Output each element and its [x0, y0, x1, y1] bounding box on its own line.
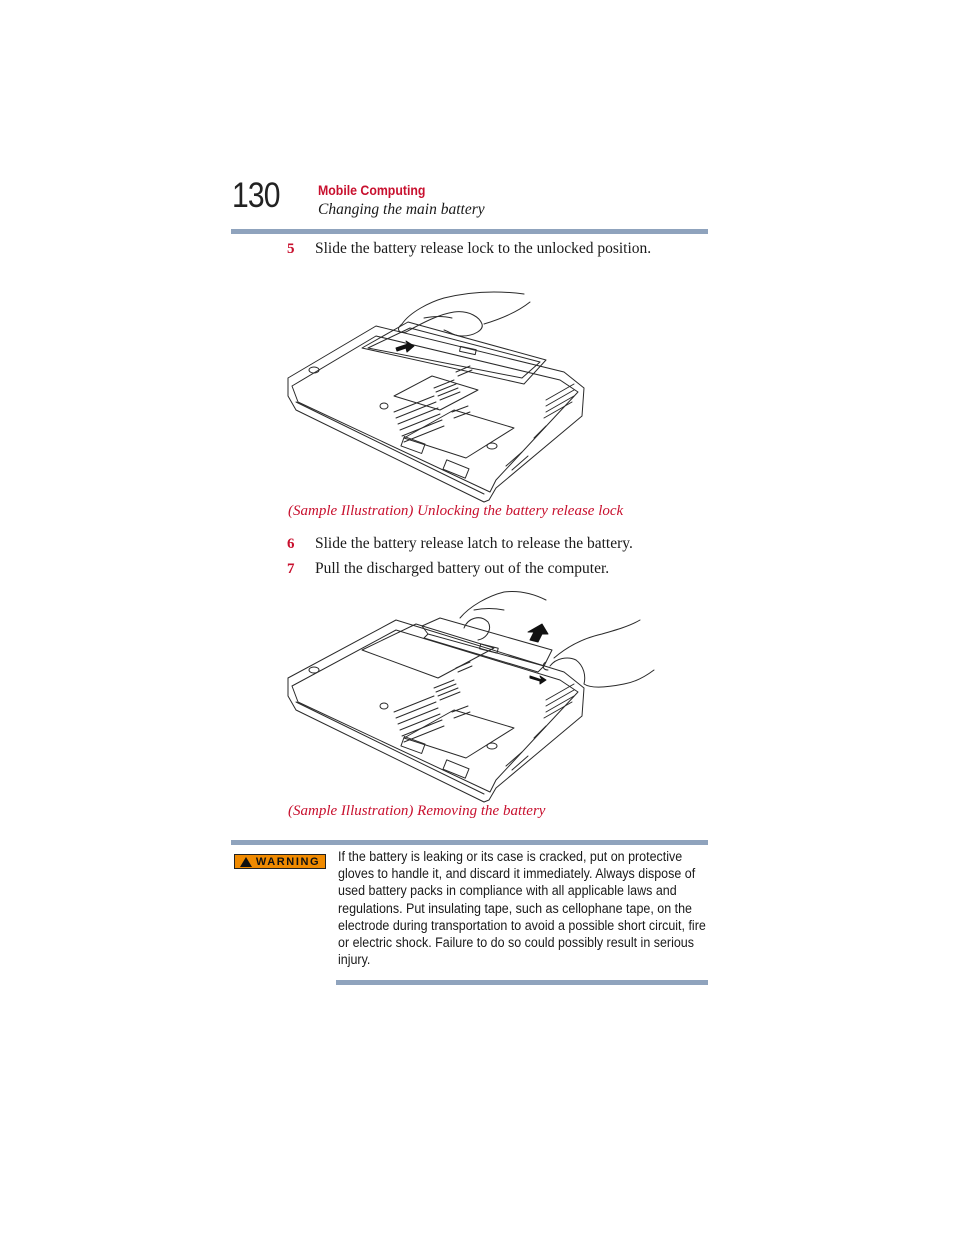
- warning-badge-label: WARNING: [255, 855, 321, 868]
- figure-caption: (Sample Illustration) Removing the battery: [288, 803, 546, 819]
- warning-triangle-icon: [240, 857, 252, 867]
- warning-top-rule: [231, 840, 708, 845]
- step-text: Slide the battery release lock to the unlocked position.: [315, 240, 652, 257]
- step-number: 6: [287, 536, 295, 552]
- warning-text: If the battery is leaking or its case is cracked, put on protective gloves to handle it, and discard it immediately. Always dispose of used battery packs in compliance with all applicable laws and regulations. Put insulating tape, such as cellophane tape, on the electrode during transportation to avoid a possible short circuit, fire or electric shock. Failure to do so could possibly result in serious injury.: [338, 849, 706, 969]
- subsection-title: Changing the main battery: [318, 201, 485, 218]
- step-number: 5: [287, 241, 295, 257]
- page-number: 130: [232, 176, 280, 215]
- section-title: Mobile Computing: [318, 182, 426, 198]
- step-text: Slide the battery release latch to release the battery.: [315, 535, 633, 552]
- step-text: Pull the discharged battery out of the computer.: [315, 560, 610, 577]
- warning-bottom-rule: [336, 980, 708, 985]
- warning-badge: [234, 854, 326, 869]
- header-rule: [231, 229, 708, 234]
- laptop-battery-lock-illustration: [284, 288, 589, 506]
- figure-caption: (Sample Illustration) Unlocking the battery release lock: [288, 503, 624, 519]
- laptop-remove-battery-illustration: [284, 588, 656, 806]
- step-number: 7: [287, 561, 295, 577]
